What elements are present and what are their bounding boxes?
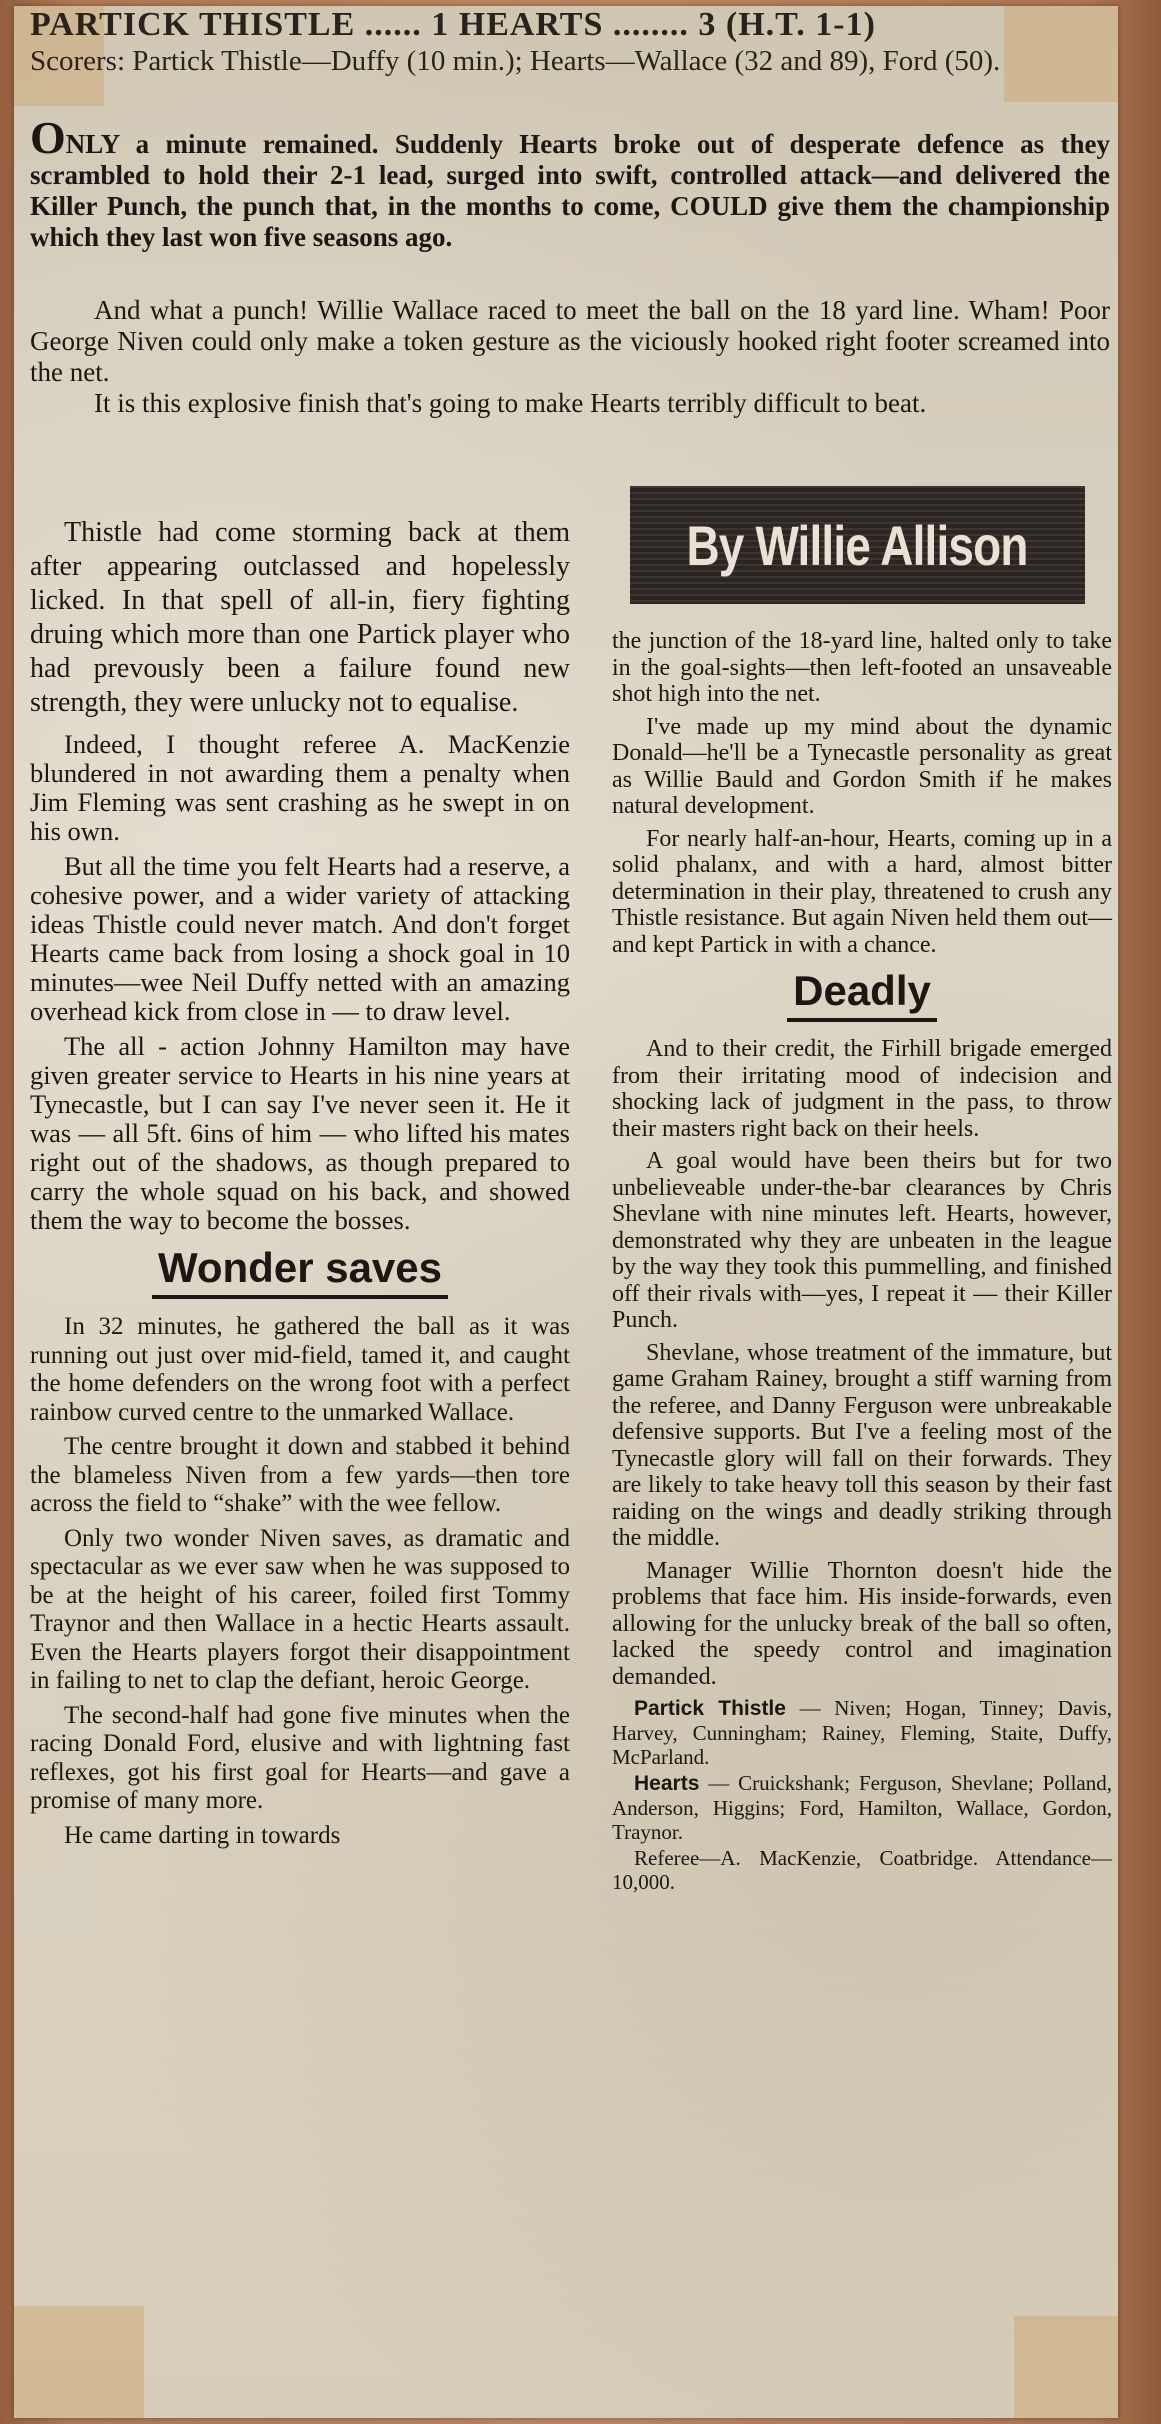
intro-paragraphs (30, 295, 1110, 419)
team-name: Partick Thistle (634, 1697, 786, 1720)
tape-bottom-right (1014, 2316, 1118, 2418)
subhead-text: Deadly (787, 964, 937, 1022)
referee-attendance: Referee—A. MacKenzie, Coatbridge. Attendance—10,000. (612, 1846, 1112, 1894)
intro-paragraph: And what a punch! Willie Wallace raced to meet the ball on the 18 yard line. Wham! Poor George Niven could only make a token gesture as the viciously hooked right footer screamed into the net. (30, 295, 1110, 387)
body-paragraph: In 32 minutes, he gathered the ball as it was running out just over mid-field, tamed it, and caught the home defenders on the wrong foot with a perfect rainbow curved centre to the unmarked Wallace. (30, 1313, 570, 1426)
body-paragraph: A goal would have been theirs but for two unbelieveable under-the-bar clearances by Chris Shevlane with nine minutes left. Hearts, however, demonstrated why they are unbeaten in the league by the way they took this pummelling, and finished off their rivals with—yes, I repeat it — their Killer Punch. (612, 1148, 1112, 1333)
subhead-deadly (612, 964, 1112, 1022)
body-paragraph: the junction of the 18-yard line, halted only to take in the goal-sights—then left-footed an unsaveable shot high into the net. (612, 628, 1112, 707)
left-column (30, 516, 570, 1856)
body-paragraph: Only two wonder Niven saves, as dramatic and spectacular as we ever saw when he was supposed to be at the height of his career, foiled first Tommy Traynor and then Wallace in a hectic Hearts assault. Even the Hearts players forgot their disappointment in failing to net to clap the defiant, heroic George. (30, 1524, 570, 1694)
body-paragraph: Indeed, I thought referee A. MacKenzie blundered in not awarding them a penalty when Jim Fleming was sent crashing as he swept in on his own. (30, 729, 570, 846)
match-result-header: PARTICK THISTLE ...... 1 HEARTS ........ 3 (H.T. 1-1) (30, 6, 876, 43)
tape-bottom-left (14, 2306, 144, 2418)
subhead-wonder-saves (30, 1241, 570, 1299)
body-paragraph: He came darting in towards (64, 1821, 341, 1849)
subhead-text: Wonder saves (152, 1241, 448, 1299)
body-paragraph: The all - action Johnny Hamilton may have given greater service to Hearts in his nine years at Tynecastle, but I can say I've never seen it. He it was — all 5ft. 6ins of him — who lifted his mates right out of the shadows, as though prepared to carry the whole squad on his back, and showed them the way to become the bosses. (30, 1031, 570, 1235)
lineup-text: — Niven; Hogan, Tinney; Davis, Harvey, Cunningham; Rainey, Fleming, Staite, Duffy, McParland. (612, 1696, 1112, 1769)
body-paragraph: Shevlane, whose treatment of the immature, but game Graham Rainey, brought a stiff warning from the referee, and Danny Ferguson were unbreakable defensive supports. But I've a feeling most of the Tynecastle glory will fall on their forwards. They are likely to take heavy toll this season by their fast raiding on the wings and deadly striking through the middle. (612, 1339, 1112, 1551)
lead-text: NLY a minute remained. Suddenly Hearts broke out of desperate defence as they scrambled to hold their 2-1 lead, surged into swift, controlled attack—and delivered the Killer Punch, the punch that, in the months to come, COULD give them the championship which they last won five seasons ago. (30, 129, 1110, 252)
body-paragraph: Manager Willie Thornton doesn't hide the problems that face him. His inside-forwards, even allowing for the unlucky break of the ball so often, lacked the speedy control and imagination demanded. (612, 1557, 1112, 1690)
team-name: Hearts (634, 1772, 700, 1795)
right-column (612, 628, 1112, 1896)
body-paragraph: The second-half had gone five minutes when the racing Donald Ford, elusive and with lightning fast reflexes, got his first goal for Hearts—and gave a promise of many more. (30, 1701, 570, 1814)
body-paragraph: Thistle had come storming back at them after appearing outclassed and hopelessly licked. In that spell of all-in, fiery fighting druing which more than one Partick player who had prevously been a failure found new strength, they were unlucky not to equalise. (30, 517, 570, 718)
body-paragraph: I've made up my mind about the dynamic Donald—he'll be a Tynecastle personality as great as Willie Bauld and Gordon Smith if he makes natural development. (612, 713, 1112, 819)
lineup-text: — Cruickshank; Ferguson, Shevlane; Polland, Anderson, Higgins; Ford, Hamilton, Wallace, Gordon, Traynor. (612, 1771, 1112, 1844)
scorers-line: Scorers: Partick Thistle—Duffy (10 min.); Hearts—Wallace (32 and 89), Ford (50). (30, 45, 1001, 77)
body-paragraph: For nearly half-an-hour, Hearts, coming up in a solid phalanx, and with a hard, almost bitter determination in their play, threatened to crush any Thistle resistance. But again Niven held them out—and kept Partick in with a chance. (612, 825, 1112, 958)
drop-cap: O (30, 112, 66, 163)
body-paragraph: The centre brought it down and stabbed it behind the blameless Niven from a few yards—then tore across the field to “shake” with the wee fellow. (30, 1433, 570, 1517)
byline: By Willie Allison (686, 513, 1029, 577)
intro-paragraph: It is this explosive finish that's going to make Hearts terribly difficult to beat. (94, 388, 927, 418)
body-paragraph: And to their credit, the Firhill brigade emerged from their irritating mood of indecision and shocking lack of judgment in the pass, to throw their masters right back on their heels. (612, 1036, 1112, 1142)
team-lineups (612, 1696, 1112, 1894)
lead-paragraph (30, 112, 1110, 253)
hearts-lineup (612, 1771, 1112, 1844)
byline-banner (630, 486, 1085, 604)
body-paragraph: But all the time you felt Hearts had a reserve, a cohesive power, and a wider variety of attacking ideas Thistle could never match. And don't forget Hearts came back from losing a shock goal in 10 minutes—wee Neil Duffy netted with an amazing overhead kick from close in — to draw level. (30, 851, 570, 1026)
partick-lineup (612, 1696, 1112, 1769)
